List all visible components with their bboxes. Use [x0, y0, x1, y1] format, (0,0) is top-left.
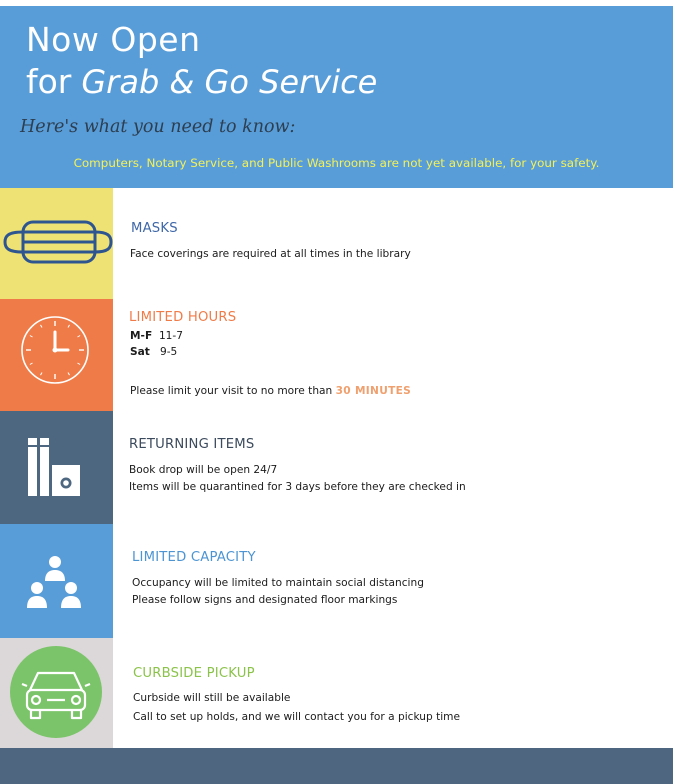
section-returning-items	[0, 411, 673, 524]
subtitle: Here's what you need to know:	[20, 117, 296, 137]
returning-heading: RETURNING ITEMS	[129, 437, 255, 452]
curbside-tile	[0, 638, 113, 748]
books-icon	[0, 411, 113, 524]
mask-icon	[0, 188, 113, 299]
curbside-line-2: Call to set up holds, and we will contact you for a pickup time	[133, 711, 461, 723]
section-curbside-pickup	[0, 638, 673, 748]
capacity-line-2: Please follow signs and designated floor markings	[132, 594, 398, 606]
returning-line-1: Book drop will be open 24/7	[129, 464, 278, 476]
hours-line-weekday	[130, 328, 183, 344]
visit-limit-highlight: 30 MINUTES	[335, 385, 412, 397]
footer-bar	[0, 748, 673, 784]
capacity-tile	[0, 524, 113, 638]
hours-time-weekday: 11-7	[158, 330, 183, 342]
section-limited-hours	[0, 299, 673, 411]
returning-line-2: Items will be quarantined for 3 days before they are checked in	[129, 481, 466, 493]
title-emphasis: Grab & Go Service	[81, 63, 378, 101]
hours-days-weekday: M-F	[130, 330, 153, 342]
masks-heading: MASKS	[131, 221, 178, 236]
people-icon	[0, 524, 113, 638]
masks-tile	[0, 188, 113, 299]
visit-limit-label: Please limit your visit to no more than	[130, 385, 333, 397]
hours-heading: LIMITED HOURS	[129, 310, 237, 325]
section-limited-capacity	[0, 524, 673, 638]
curbside-line-1: Curbside will still be available	[133, 692, 291, 704]
capacity-line-1: Occupancy will be limited to maintain social distancing	[132, 577, 424, 589]
capacity-heading: LIMITED CAPACITY	[132, 550, 256, 565]
masks-text: Face coverings are required at all times in the library	[130, 248, 411, 260]
clock-icon	[0, 299, 113, 411]
safety-notice: Computers, Notary Service, and Public Washrooms are not yet available, for your safety.	[73, 156, 600, 170]
page-title-line1: Now Open	[26, 20, 201, 59]
header-banner	[0, 6, 673, 188]
returning-tile	[0, 411, 113, 524]
page-title-line2	[26, 62, 377, 101]
title-prefix: for	[26, 62, 72, 101]
hours-tile	[0, 299, 113, 411]
section-masks	[0, 188, 673, 299]
hours-days-saturday: Sat	[130, 346, 150, 358]
car-icon	[0, 638, 113, 748]
hours-time-saturday: 9-5	[159, 346, 178, 358]
visit-limit-text	[130, 383, 411, 399]
hours-line-saturday	[130, 344, 177, 360]
curbside-heading: CURBSIDE PICKUP	[133, 666, 255, 681]
